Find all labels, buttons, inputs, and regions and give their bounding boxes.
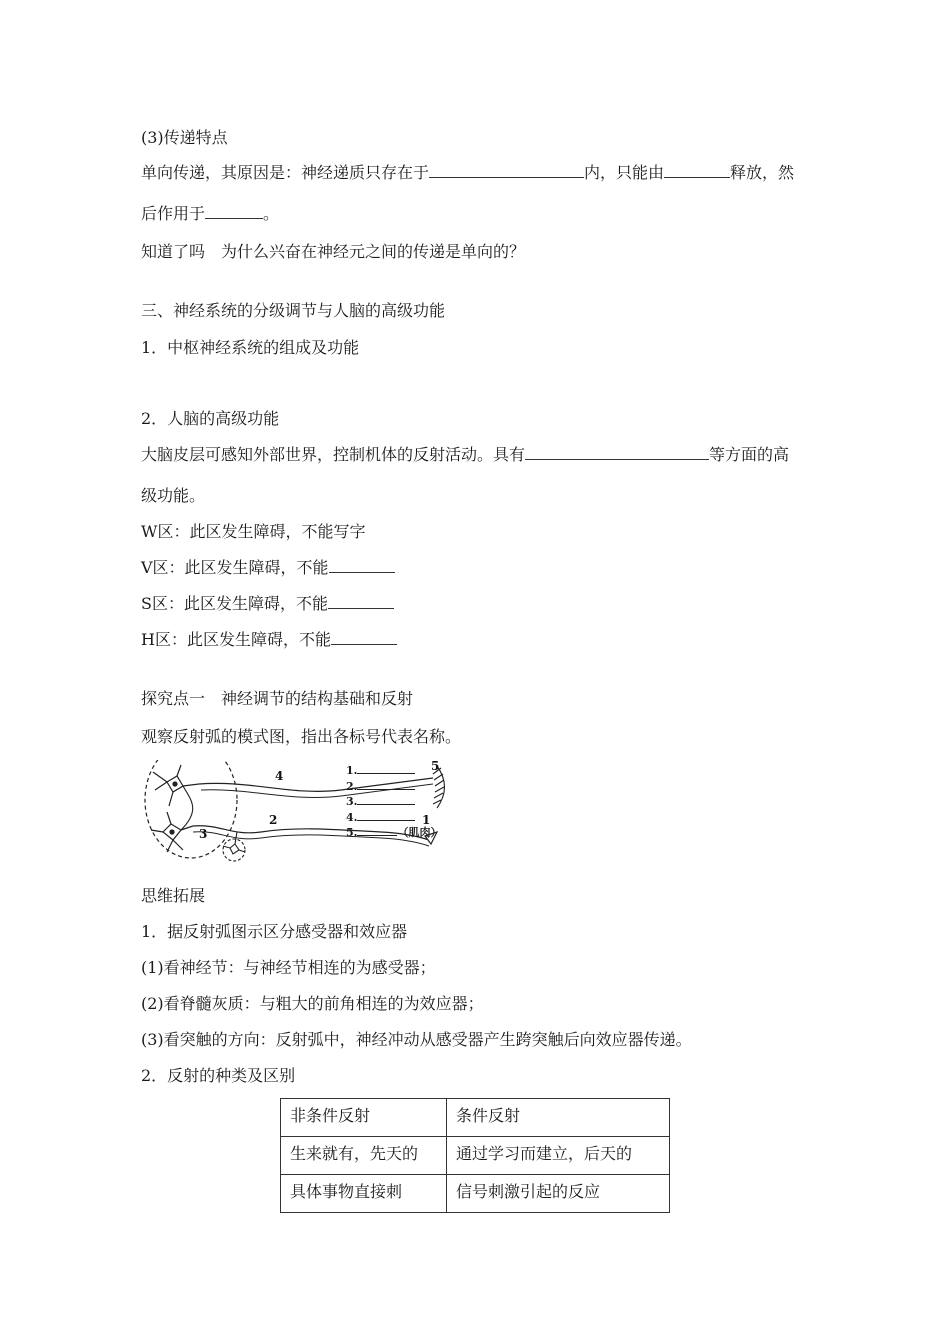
blank-4[interactable] bbox=[525, 445, 709, 460]
table-row bbox=[281, 1175, 670, 1213]
label-2: 2 bbox=[269, 813, 278, 827]
part-three-heading: 三、神经系统的分级调节与人脑的高级功能 bbox=[141, 301, 446, 320]
extension-point-1: (1)看神经节：与神经节相连的为感受器； bbox=[141, 958, 436, 977]
answer-blank-5[interactable] bbox=[357, 825, 397, 836]
question-line: 知道了吗 为什么兴奋在神经元之间的传递是单向的？ bbox=[141, 242, 526, 261]
spinal-cord-outline bbox=[145, 760, 237, 858]
cortex-part-b: 等方面的高 bbox=[709, 445, 790, 464]
v-area-line bbox=[141, 558, 395, 578]
sentence-part-d: 后作用于 bbox=[141, 204, 206, 223]
diagram-answer-list bbox=[346, 763, 441, 841]
table-cell: 非条件反射 bbox=[281, 1099, 447, 1137]
extension-heading: 思维拓展 bbox=[141, 886, 206, 905]
answer-blank-4[interactable] bbox=[357, 810, 415, 821]
upper-neuron bbox=[153, 765, 199, 806]
answer-row-2: 2. bbox=[346, 779, 441, 795]
blank-6[interactable] bbox=[328, 594, 394, 609]
table-cell: 生来就有，先天的 bbox=[281, 1137, 447, 1175]
answer-row-5: 5. （肌肉） bbox=[346, 826, 442, 839]
blank-3[interactable] bbox=[205, 204, 263, 219]
table-cell: 通过学习而建立，后天的 bbox=[447, 1137, 670, 1175]
s-area-line bbox=[141, 594, 394, 614]
answer-blank-3[interactable] bbox=[357, 794, 415, 805]
answer-row-1: 1. bbox=[346, 763, 441, 779]
v-area-text: V区：此区发生障碍，不能 bbox=[141, 558, 329, 577]
extension-item-1: 1．据反射弧图示区分感受器和效应器 bbox=[141, 922, 408, 941]
sentence-part-e: 。 bbox=[263, 204, 280, 223]
w-area-line: W区：此区发生障碍，不能写字 bbox=[141, 522, 366, 541]
explore-instruction: 观察反射弧的模式图，指出各标号代表名称。 bbox=[141, 727, 462, 746]
lower-neuron bbox=[151, 812, 193, 852]
cortex-sentence-cont: 级功能。 bbox=[141, 486, 206, 505]
blank-1[interactable] bbox=[429, 163, 584, 178]
sentence-part-c: 释放，然 bbox=[730, 163, 795, 182]
extension-point-2: (2)看脊髓灰质：与粗大的前角相连的为效应器； bbox=[141, 994, 484, 1013]
explore-heading: 探究点一 神经调节的结构基础和反射 bbox=[141, 689, 414, 708]
table-cell: 信号刺激引起的反应 bbox=[447, 1175, 670, 1213]
cns-item: 1．中枢神经系统的组成及功能 bbox=[141, 338, 360, 357]
answer-row-4: 4. bbox=[346, 810, 441, 826]
table-cell: 具体事物直接刺 bbox=[281, 1175, 447, 1213]
s-area-text: S区：此区发生障碍，不能 bbox=[141, 594, 328, 613]
extension-point-3: (3)看突触的方向：反射弧中，神经冲动从感受器产生跨突触后向效应器传递。 bbox=[141, 1030, 692, 1049]
sentence-part-a: 单向传递，其原因是：神经递质只存在于 bbox=[141, 163, 430, 182]
reflex-comparison-table bbox=[280, 1098, 670, 1213]
label-3: 3 bbox=[199, 827, 208, 841]
answer-row-3: 3. bbox=[346, 794, 441, 810]
answer-blank-1[interactable] bbox=[357, 763, 415, 774]
sentence-part-b: 内，只能由 bbox=[584, 163, 665, 182]
h-area-line bbox=[141, 630, 397, 650]
blank-2[interactable] bbox=[664, 163, 730, 178]
blank-5[interactable] bbox=[329, 558, 395, 573]
table-row bbox=[281, 1099, 670, 1137]
transmission-sentence bbox=[141, 163, 794, 183]
label-4: 4 bbox=[275, 769, 284, 783]
muscle-note: （肌肉） bbox=[397, 826, 442, 839]
brain-function-item: 2．人脑的高级功能 bbox=[141, 409, 280, 428]
table-row bbox=[281, 1137, 670, 1175]
label-5: 5 bbox=[431, 760, 440, 773]
extension-item-2: 2．反射的种类及区别 bbox=[141, 1066, 296, 1085]
answer-blank-2[interactable] bbox=[357, 779, 415, 790]
transmission-sentence-cont bbox=[141, 204, 279, 224]
cortex-sentence bbox=[141, 445, 789, 465]
table-cell: 条件反射 bbox=[447, 1099, 670, 1137]
label-1: 1 bbox=[422, 813, 431, 827]
section-3-heading: (3)传递特点 bbox=[141, 128, 228, 147]
cortex-part-a: 大脑皮层可感知外部世界，控制机体的反射活动。具有 bbox=[141, 445, 526, 464]
h-area-text: H区：此区发生障碍，不能 bbox=[141, 630, 331, 649]
blank-7[interactable] bbox=[331, 630, 397, 645]
